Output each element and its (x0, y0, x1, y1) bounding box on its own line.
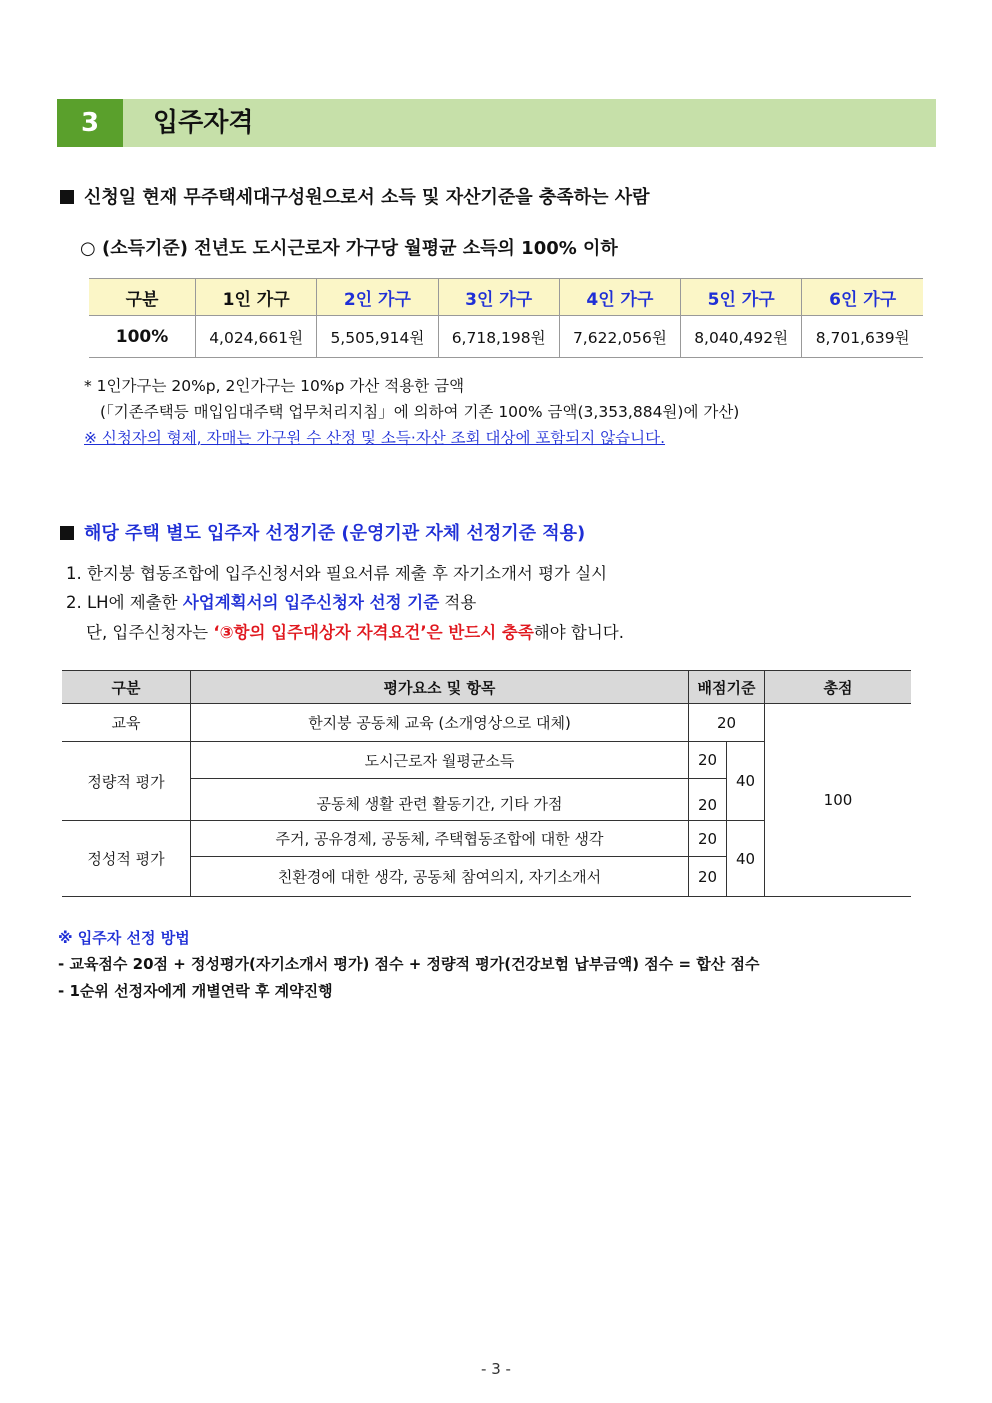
selection-item-3-suffix: 해야 합니다. (533, 623, 624, 642)
income-header-cell: 6인 가구 (802, 279, 923, 316)
income-header-cell: 3인 가구 (438, 279, 559, 316)
section-number: 3 (57, 99, 123, 147)
quantitative-score: 20 (689, 779, 727, 821)
income-value-cell: 4,024,661원 (196, 316, 317, 358)
income-header-cell: 5인 가구 (681, 279, 802, 316)
selection-item-1: 1. 한지붕 협동조합에 입주신청서와 필요서류 제출 후 자기소개서 평가 실시 (66, 564, 608, 583)
quantitative-subtotal: 40 (727, 742, 765, 821)
income-value-cell: 7,622,056원 (559, 316, 680, 358)
income-criterion: ○ (소득기준) 전년도 도시근로자 가구당 월평균 소득의 100% 이하 (80, 238, 618, 259)
qualitative-score: 20 (689, 821, 727, 857)
qualitative-label (62, 821, 191, 897)
note-surcharge: * 1인가구는 20%p, 2인가구는 10%p 가산 적용한 금액 (84, 377, 465, 395)
quantitative-item: 도시근로자 월평균소득 (191, 742, 689, 779)
score-table (62, 670, 911, 897)
section-title: 입주자격 (153, 108, 254, 138)
qualitative-item: 친환경에 대한 생각, 공동체 참여의지, 자기소개서 (191, 857, 689, 897)
method-title: ※ 입주자 선정 방법 (58, 929, 190, 947)
income-value-cell: 6,718,198원 (438, 316, 559, 358)
score-table-header-row (62, 671, 911, 704)
selection-item-3-prefix: 단, 입주신청자는 (86, 623, 214, 642)
total-score: 100 (765, 704, 912, 897)
income-header-cell: 구분 (89, 279, 196, 316)
selection-item-3 (86, 619, 624, 643)
qualitative-score: 20 (689, 857, 727, 897)
income-header-cell: 1인 가구 (196, 279, 317, 316)
square-bullet-icon (60, 526, 74, 540)
qualitative-label-text: 정성적 평가 (87, 850, 165, 868)
quantitative-score: 20 (689, 742, 727, 779)
qualification-heading-line (60, 183, 650, 209)
page-number: - 3 - (481, 1360, 511, 1378)
education-score: 20 (689, 704, 765, 742)
income-value-cell: 8,701,639원 (802, 316, 923, 358)
selection-item-2-highlight: 사업계획서의 입주신청자 선정 기준 (182, 593, 440, 612)
quantitative-label (62, 742, 191, 821)
income-header-cell: 2인 가구 (317, 279, 438, 316)
selection-heading: 해당 주택 별도 입주자 선정기준 (운영기관 자체 선정기준 적용) (84, 523, 586, 544)
education-label: 교육 (62, 704, 191, 742)
selection-item-3-highlight: ‘③항의 입주대상자 자격요건’은 반드시 충족 (213, 623, 534, 642)
table-row (62, 704, 911, 742)
selection-heading-line (60, 519, 585, 545)
education-item: 한지붕 공동체 교육 (소개영상으로 대체) (191, 704, 689, 742)
score-header-cell: 평가요소 및 항목 (191, 671, 689, 704)
selection-item-2 (66, 589, 476, 613)
income-value-cell: 8,040,492원 (681, 316, 802, 358)
qualification-heading: 신청일 현재 무주택세대구성원으로서 소득 및 자산기준을 충족하는 사람 (84, 187, 650, 208)
income-row-label: 100% (89, 316, 196, 358)
income-table-header-row (89, 279, 923, 316)
income-header-cell: 4인 가구 (559, 279, 680, 316)
income-table (89, 278, 923, 358)
selection-item-2-prefix: 2. LH에 제출한 (66, 593, 183, 612)
quantitative-item: 공동체 생활 관련 활동기간, 기타 가점 (191, 779, 689, 821)
qualitative-item: 주거, 공유경제, 공동체, 주택협동조합에 대한 생각 (191, 821, 689, 857)
income-value-cell: 5,505,914원 (317, 316, 438, 358)
method-line-1: - 교육점수 20점 + 정성평가(자기소개서 평가) 점수 + 정량적 평가(건강보험 납부금액) 점수 = 합산 점수 (58, 955, 760, 973)
score-header-cell: 총점 (765, 671, 912, 704)
quantitative-label-text: 정량적 평가 (87, 772, 165, 791)
score-header-cell: 구분 (62, 671, 191, 704)
score-header-cell: 배점기준 (689, 671, 765, 704)
note-siblings: ※ 신청자의 형제, 자매는 가구원 수 산정 및 소득·자산 조회 대상에 포함되지 않습니다. (84, 429, 666, 447)
method-line-2: - 1순위 선정자에게 개별연락 후 계약진행 (58, 982, 333, 1000)
selection-item-2-suffix: 적용 (439, 593, 477, 612)
qualitative-subtotal: 40 (727, 821, 765, 897)
square-bullet-icon (60, 190, 74, 204)
note-guideline: (「기존주택등 매입임대주택 업무처리지침」에 의하여 기존 100% 금액(3,353,884원)에 가산) (100, 403, 740, 421)
income-table-row (89, 316, 923, 358)
